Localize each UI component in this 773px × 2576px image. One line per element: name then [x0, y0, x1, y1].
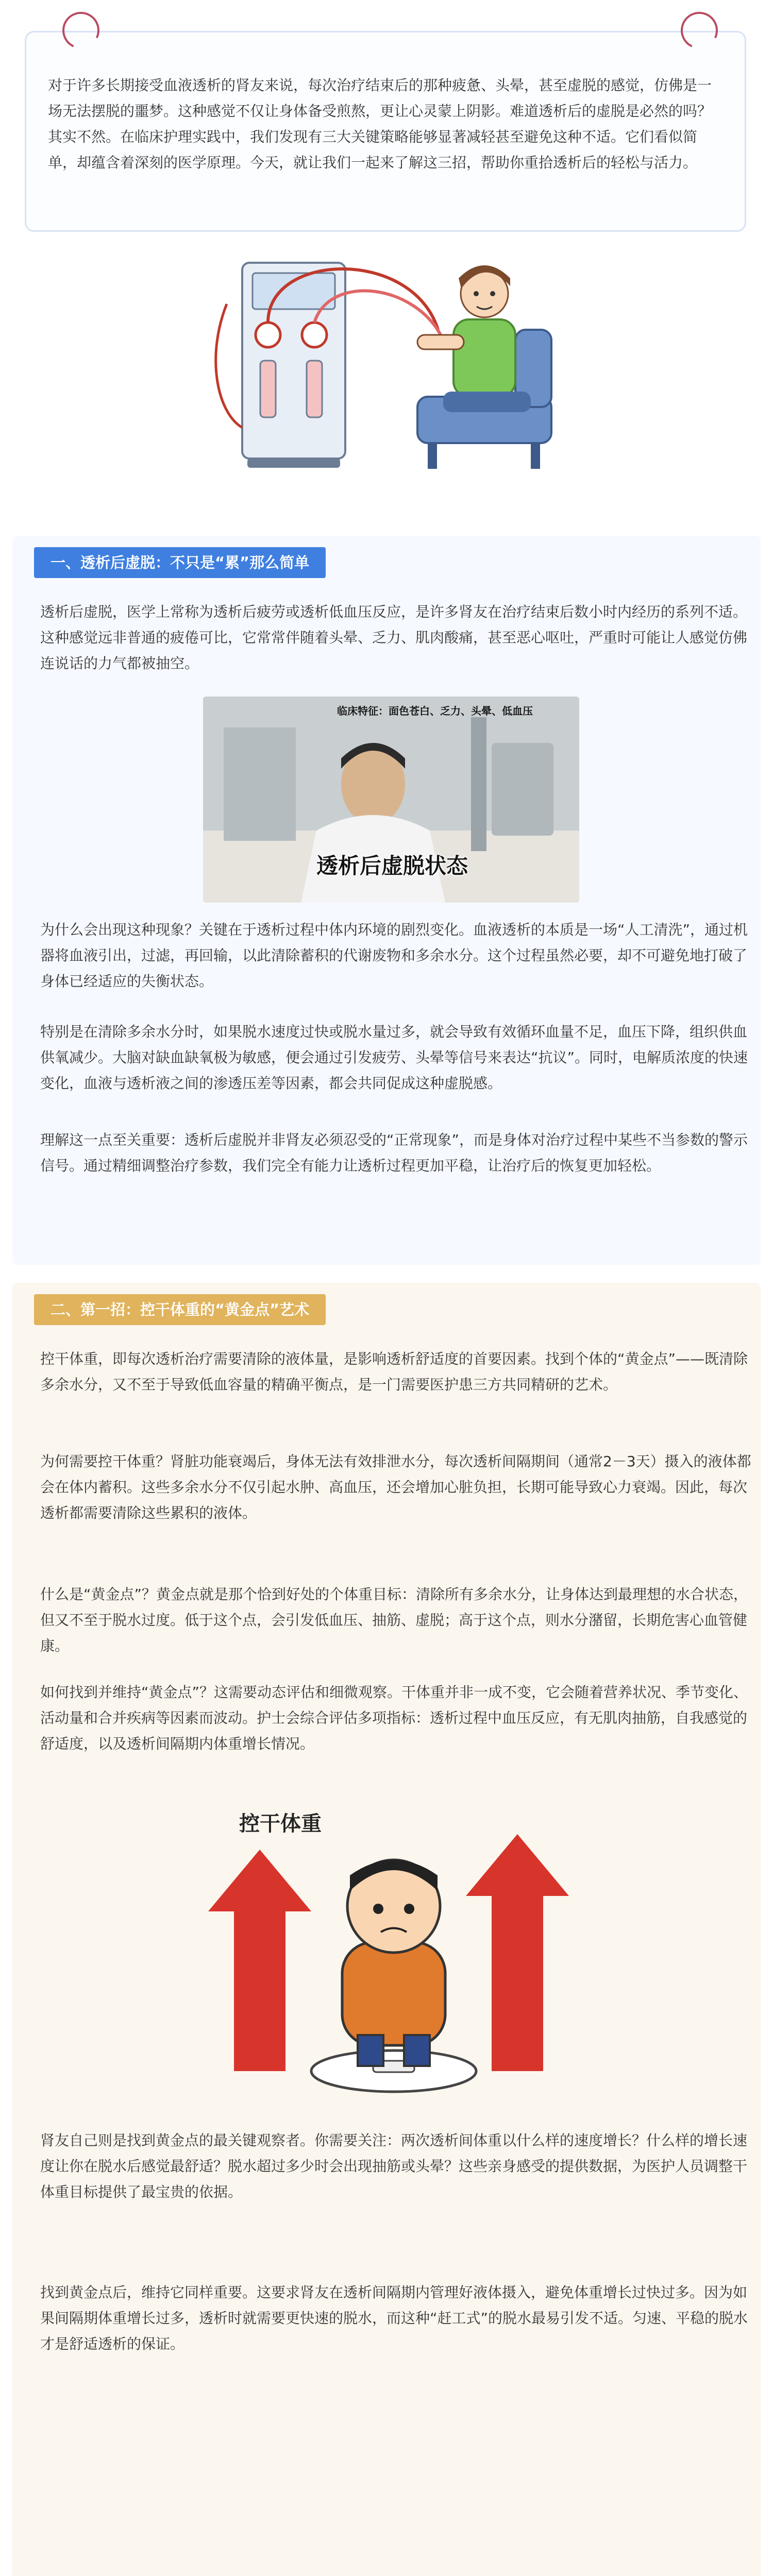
binder-ring-left — [57, 7, 105, 54]
section-2-paragraph-6: 找到黄金点后，维持它同样重要。这要求肾友在透析间隔期内管理好液体摄入，避免体重增长过快过多。因为如果间隔期体重增长过多，透析时就需要更快速的脱水，而这种“赶工式”的脱水最易引发不适。匀速、平稳的脱水才是舒适透析的保证。 — [40, 2284, 748, 2352]
section-1-title: 一、透析后虚脱：不只是“累”那么简单 — [34, 547, 326, 578]
intro-text: 对于许多长期接受血液透析的肾友来说，每次治疗结束后的那种疲惫、头晕，甚至虚脱的感觉，仿佛是一场无法摆脱的噩梦。这种感觉不仅让身体备受煎熬，更让心灵蒙上阴影。难道透析后的虚脱是必然的吗？其实不然。在临床护理实践中，我们发现有三大关键策略能够显著减轻甚至避免这种不适。它们看似简单，却蕴含着深刻的医学原理。今天，就让我们一起来了解这三招，帮助你重拾透析后的轻松与活力。 — [48, 77, 712, 171]
section-1-paragraph-1: 透析后虚脱，医学上常称为透析后疲劳或透析低血压反应，是许多肾友在治疗结束后数小时内经历的系列不适。这种感觉远非普通的疲倦可比，它常常伴随着头晕、乏力、肌肉酸痛，甚至恶心呕吐，严重时可能让人感觉仿佛连说话的力气都被抽空。 — [40, 603, 748, 672]
section-1-paragraph-3: 特别是在清除多余水分时，如果脱水速度过快或脱水量过多，就会导致有效循环血量不足，血压下降，组织供血供氧减少。大脑对缺血缺氧极为敏感，便会通过引发疲劳、头晕等信号来表达“抗议”。同时，电解质浓度的快速变化，血液与透析液之间的渗透压差等因素，都会共同促成这种虚脱感。 — [40, 1023, 748, 1092]
photo-caption-top: 临床特征：面色苍白、乏力、头晕、低血压 — [337, 705, 533, 717]
section-1-photo — [203, 697, 579, 903]
section-1-card — [12, 536, 761, 1265]
section-2-paragraph-3: 什么是“黄金点”？黄金点就是那个恰到好处的个体重目标：清除所有多余水分，让身体达到最理想的水合状态，但又不至于脱水过度。低于这个点，会引发低血压、抽筋、虚脱；高于这个点，则水分潴留，长期危害心血管健康。 — [40, 1586, 748, 1654]
section-2-title: 二、第一招：控干体重的“黄金点”艺术 — [34, 1294, 326, 1325]
binder-ring-right — [676, 7, 723, 54]
section-2-paragraph-2: 为何需要控干体重？肾脏功能衰竭后，身体无法有效排泄水分，每次透析间隔期间（通常2－3天）摄入的液体都会在体内蓄积。这些多余水分不仅引起水肿、高血压，还会增加心脏负担，长期可能导致心力衰竭。因此，每次透析都需要清除这些累积的液体。 — [40, 1453, 751, 1521]
section-2-paragraph-4: 如何找到并维持“黄金点”？这需要动态评估和细微观察。干体重并非一成不变，它会随着营养状况、季节变化、活动量和合并疾病等因素而波动。护士会综合评估多项指标：透析过程中血压反应，有无肌肉抽筋，自我感觉的舒适度，以及透析间隔期内体重增长情况。 — [40, 1684, 748, 1752]
section-2-paragraph-5: 肾友自己则是找到黄金点的最关键观察者。你需要关注：两次透析间体重以什么样的速度增长？什么样的增长速度让你在脱水后感觉最舒适？脱水超过多少时会出现抽筋或头晕？这些亲身感受的提供数据，为医护人员调整干体重目标提供了最宝贵的依据。 — [40, 2132, 748, 2200]
photo-caption-main: 透析后虚脱状态 — [316, 853, 468, 878]
weight-control-illustration — [203, 1803, 584, 2102]
section-2-paragraph-1: 控干体重，即每次透析治疗需要清除的液体量，是影响透析舒适度的首要因素。找到个体的“黄金点”——既清除多余水分，又不至于导致低血容量的精确平衡点，是一门需要医护患三方共同精研的艺术。 — [40, 1350, 748, 1393]
section-1-paragraph-2: 为什么会出现这种现象？关键在于透析过程中体内环境的剧烈变化。血液透析的本质是一场“人工清洗”，通过机器将血液引出，过滤，再回输，以此清除蓄积的代谢废物和多余水分。这个过程虽然必要，却不可避免地打破了身体已经适应的失衡状态。 — [40, 921, 748, 990]
dialysis-illustration — [196, 242, 577, 484]
section-1-paragraph-4: 理解这一点至关重要：透析后虚脱并非肾友必须忍受的“正常现象”，而是身体对治疗过程中某些不当参数的警示信号。通过精细调整治疗参数，我们完全有能力让透析过程更加平稳，让治疗后的恢复更加轻松。 — [40, 1131, 748, 1174]
intro-card — [25, 31, 746, 232]
section-2-card — [12, 1283, 761, 2576]
scale-cartoon-image — [203, 1803, 584, 2102]
illustration-label: 控干体重 — [239, 1812, 322, 1836]
